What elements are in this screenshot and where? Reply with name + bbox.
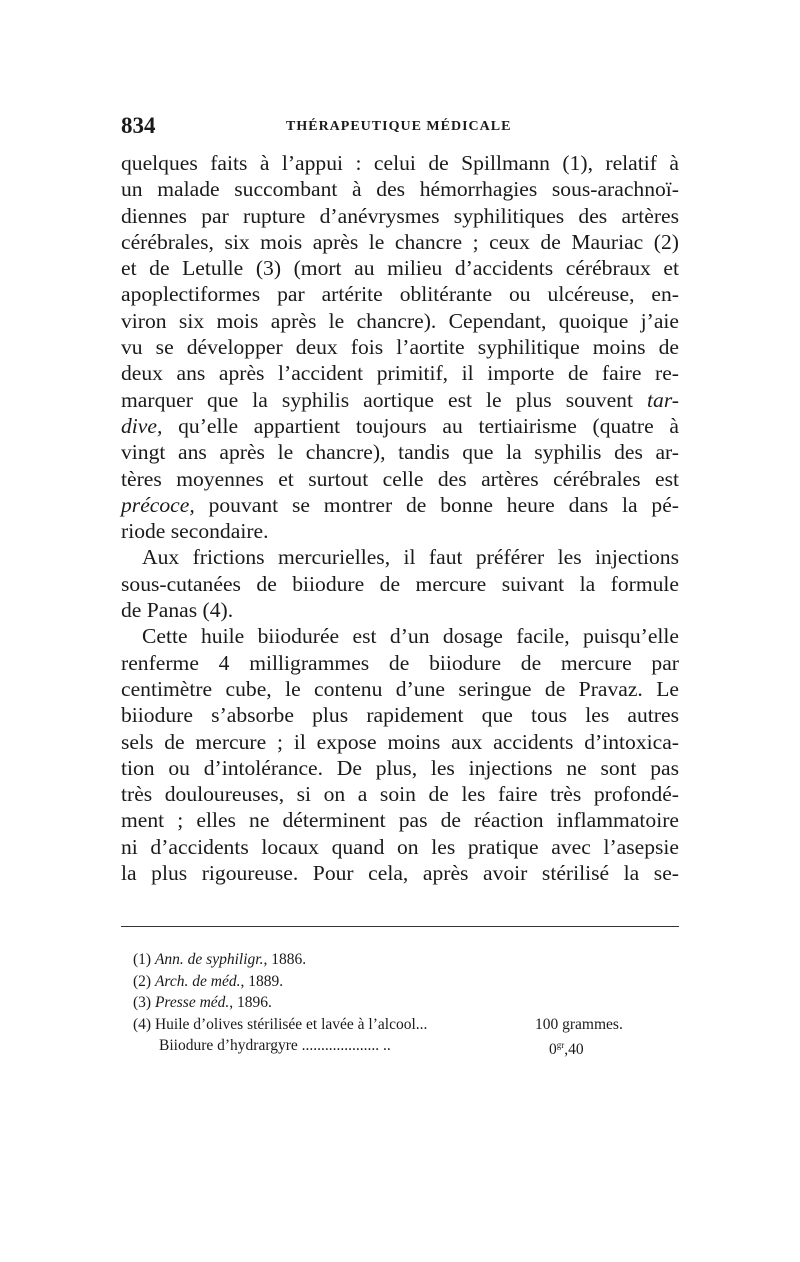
text-line: très douloureuses, si on a soin de les faire très profondé- [121,782,679,807]
text-line: tères moyennes et surtout celle des artères cérébrales est [121,466,679,491]
text-line: apoplectiformes par artérite oblitérante ou ulcéreuse, en- [121,282,679,307]
text-line [121,492,679,518]
footnote-4-continued [133,1035,673,1057]
footnote-source: Presse méd. [154,994,230,1011]
italic-term: tar- [647,387,679,412]
italic-term: dive, [121,413,163,438]
text-line: Cette huile biiodurée est d’un dosage facile, puisqu’elle [142,624,679,649]
formula-quantity [549,1035,584,1061]
text-line: biiodure s’absorbe plus rapidement que tous les autres [121,703,679,728]
body-text [121,150,679,886]
quantity-decimal: ,40 [564,1041,584,1058]
footnote-source: Arch. de méd. [154,972,241,990]
text-line: ment ; elles ne déterminent pas de réaction inflammatoire [121,808,679,833]
footnote-number: (3) [133,994,155,1011]
quantity-unit: gr [556,1040,565,1050]
text-line: sels de mercure ; il expose moins aux accidents d’intoxica- [121,729,679,754]
footnote-source: Ann. de syphiligr. [154,951,264,968]
formula-ingredient: (4) Huile d’olives stérilisée et lavée à l’alcool... [133,1015,428,1033]
text-segment: qu’elle appartient toujours au tertiairisme (quatre à [162,413,679,438]
footnote-year: , 1889. [240,972,284,990]
text-line: centimètre cube, le contenu d’une seringue de Pravaz. Le [121,676,679,701]
text-line [121,413,679,439]
text-line: un malade succombant à des hémorrhagies sous-arachnoï- [121,177,679,202]
text-line: sous-cutanées de biiodure de mercure suivant la formule [121,571,679,596]
footnote-3 [133,992,673,1014]
text-line: diennes par rupture d’anévrysmes syphilitiques des artères [121,203,679,228]
text-line: de Panas (4). [121,598,234,623]
text-segment: pouvant se montrer de bonne heure dans la pé- [194,492,679,517]
text-line: renferme 4 milligrammes de biiodure de mercure par [121,650,679,675]
text-line: Aux frictions mercurielles, il faut préférer les injections [142,545,679,570]
footnote-divider [121,926,679,927]
footnote-4 [133,1014,673,1036]
text-line: viron six mois après le chancre). Cependant, quoique j’aie [121,308,679,333]
text-line: vu se développer deux fois l’aortite syphilitique moins de [121,335,679,360]
page-number: 834 [121,113,156,138]
quantity-value: 0 [549,1041,557,1058]
text-line [121,387,679,413]
text-segment: marquer que la syphilis aortique est le plus souvent [121,387,648,412]
italic-term: précoce, [121,492,195,517]
text-line: deux ans après l’accident primitif, il importe de faire re- [121,361,679,386]
footnote-1 [133,949,673,971]
footnote-year: , 1886. [263,951,307,968]
footnote-year: , 1896. [229,994,272,1011]
footnote-2 [133,971,673,993]
text-line: la plus rigoureuse. Pour cela, après avoir stérilisé la se- [121,861,679,886]
text-line: cérébrales, six mois après le chancre ; ceux de Mauriac (2) [121,229,679,254]
footnote-number: (1) [133,951,155,968]
text-line: vingt ans après le chancre), tandis que la syphilis des ar- [121,440,679,465]
running-title: THÉRAPEUTIQUE MÉDICALE [286,119,512,134]
footnote-number: (2) [133,972,155,990]
text-line: quelques faits à l’appui : celui de Spillmann (1), relatif à [121,151,679,175]
formula-ingredient: Biiodure d’hydrargyre .................... .. [159,1037,391,1054]
text-line: ni d’accidents locaux quand on les pratique avec l’asepsie [121,834,679,859]
formula-quantity: 100 grammes. [535,1015,623,1033]
text-line: et de Letulle (3) (mort au milieu d’accidents cérébraux et [121,256,679,281]
footnotes [133,949,673,1057]
text-line: tion ou d’intolérance. De plus, les injections ne sont pas [121,755,679,780]
text-line: riode secondaire. [121,519,269,544]
page-header [121,113,679,143]
